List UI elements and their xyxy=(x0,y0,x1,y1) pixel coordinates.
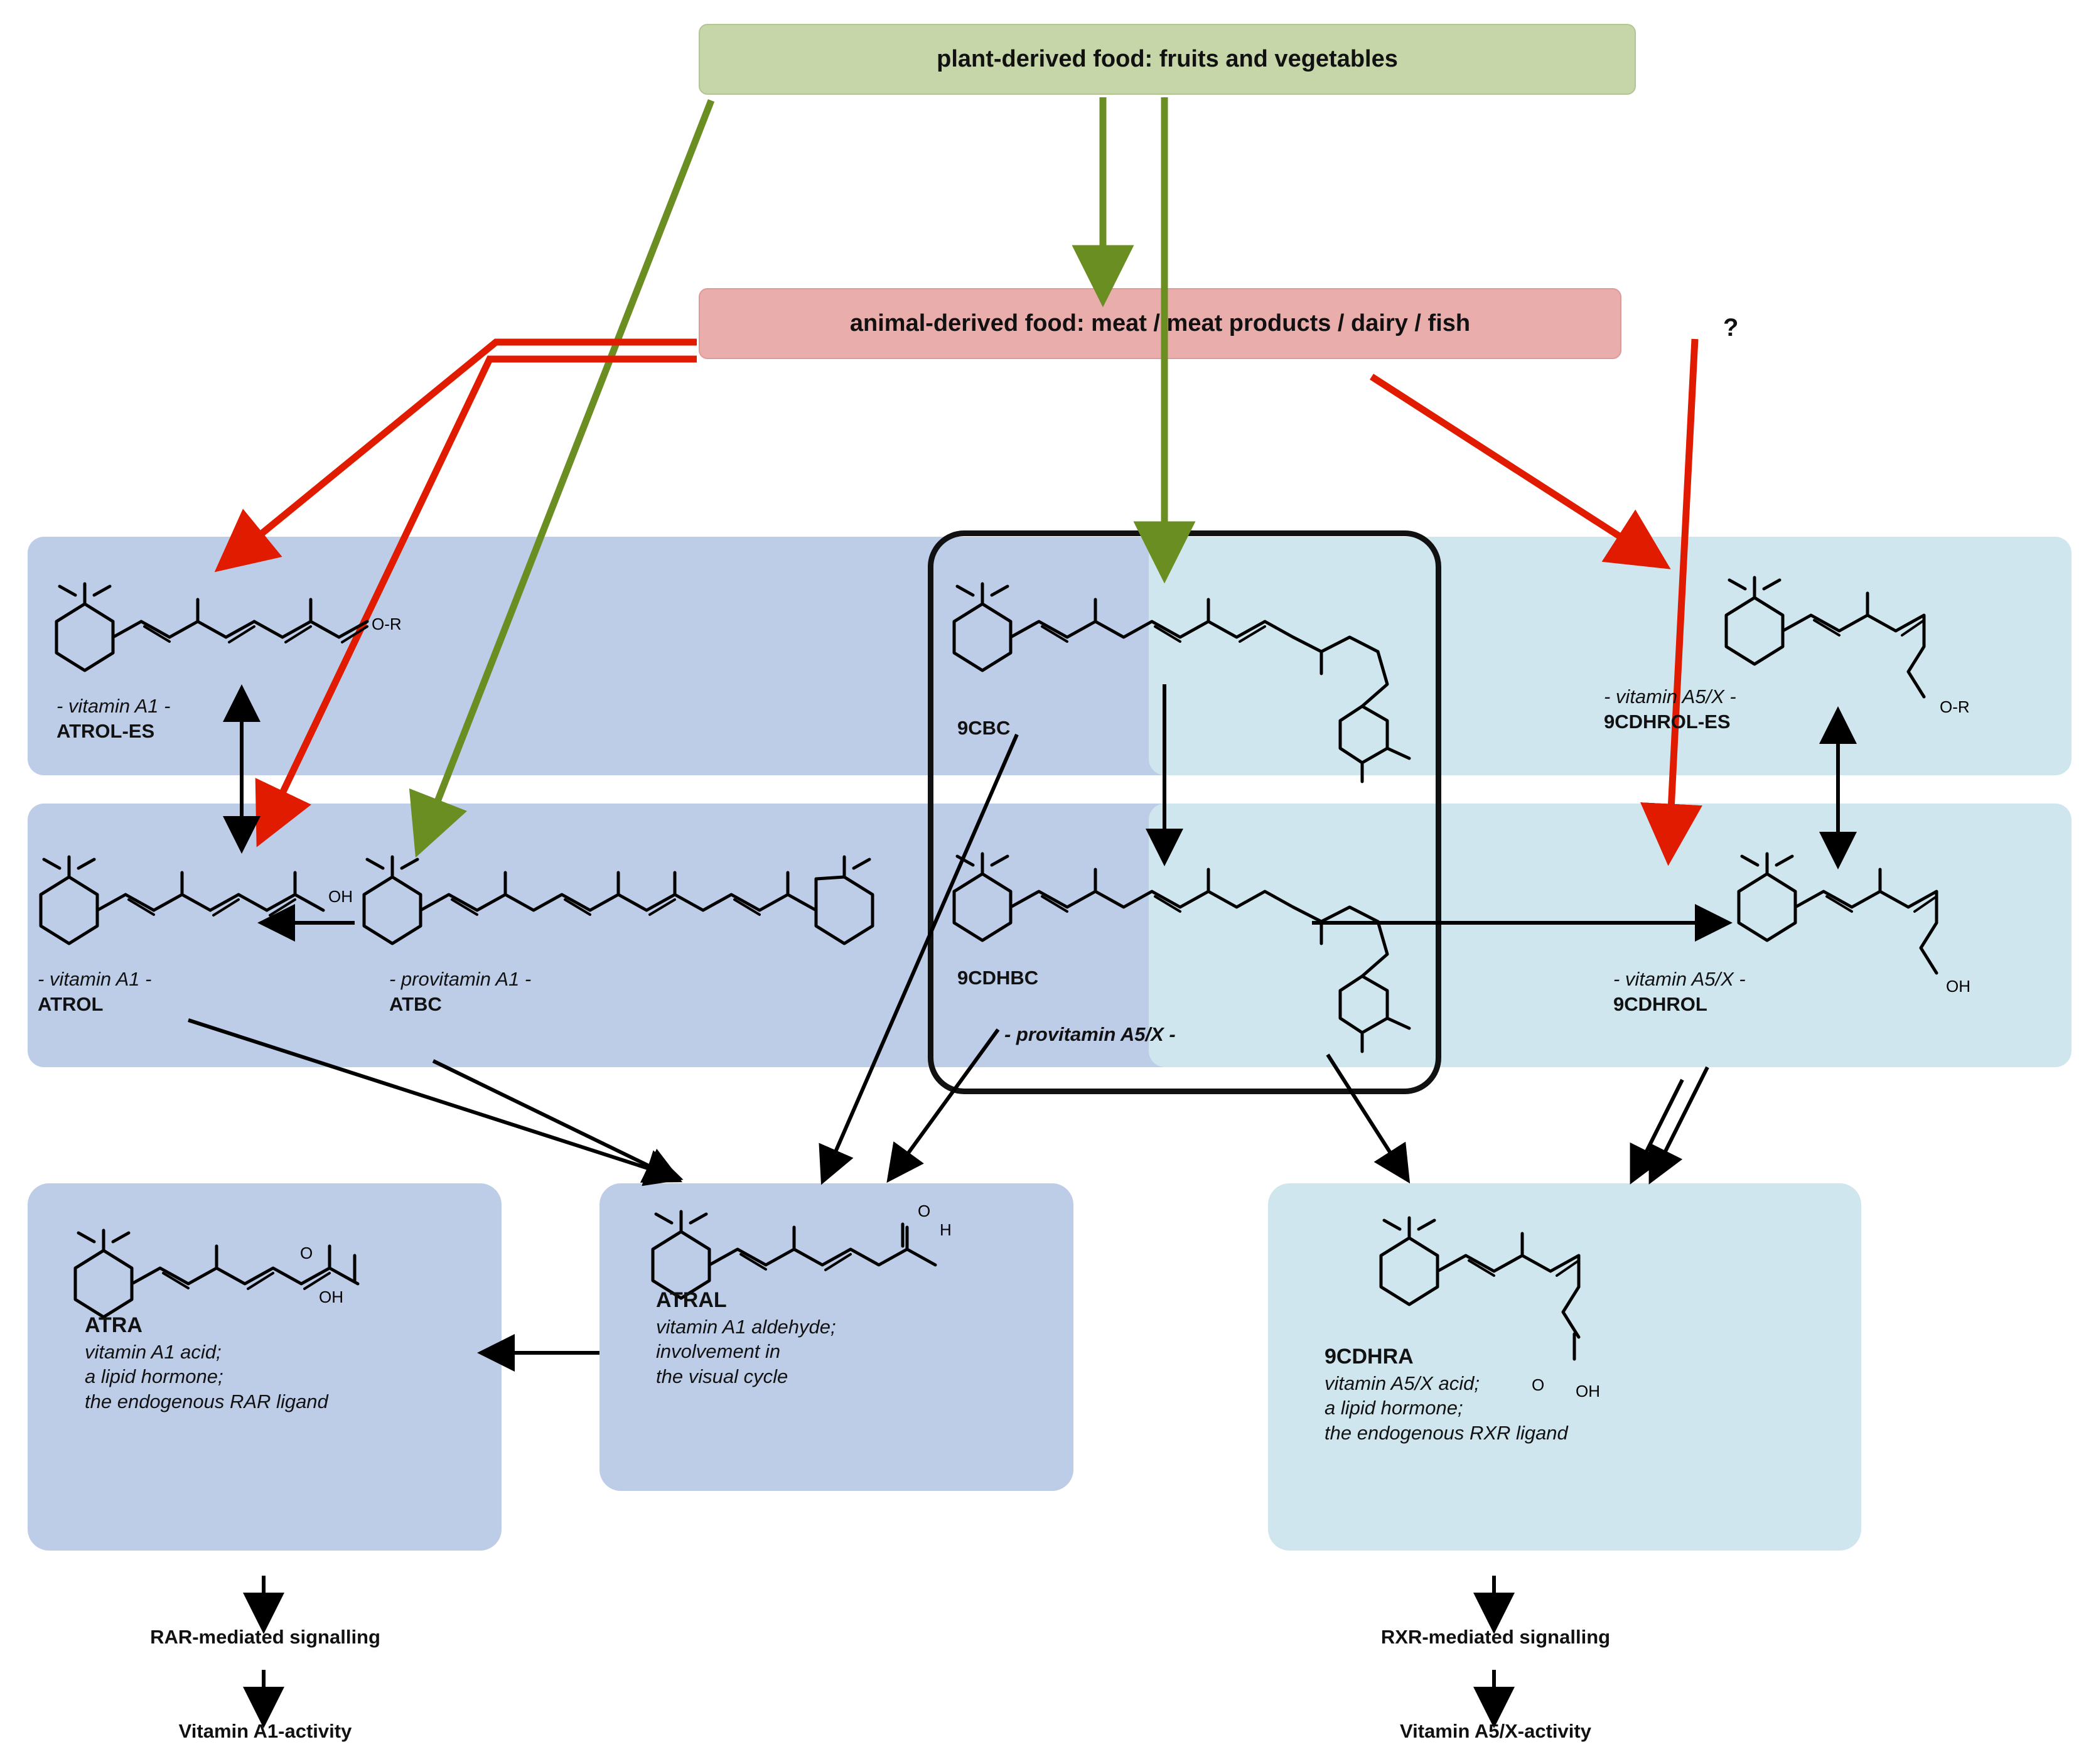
outcome-rar-signalling: RAR-mediated signalling xyxy=(150,1626,380,1648)
label-9cbc-abbr: 9CBC xyxy=(957,717,1011,739)
label-atbc xyxy=(389,967,531,1016)
card-atra-line2: a lipid hormone; xyxy=(85,1365,223,1388)
source-plant-label: plant-derived food: fruits and vegetables xyxy=(937,46,1398,72)
label-atrol-vitamin: - vitamin A1 - xyxy=(38,968,152,990)
card-9cdhra-abbr: 9CDHRA xyxy=(1325,1345,1414,1369)
label-9cdhrol-es xyxy=(1604,684,1736,734)
label-provitamin-a5x-group: - provitamin A5/X - xyxy=(1004,1023,1176,1045)
card-atra-line1: vitamin A1 acid; xyxy=(85,1340,222,1363)
provitamin-a5x-group-outline xyxy=(928,530,1441,1094)
outcome-vitamin-a5x-activity: Vitamin A5/X-activity xyxy=(1400,1720,1591,1742)
label-9cdhbc-abbr: 9CDHBC xyxy=(957,967,1039,989)
label-atrol-abbr: ATROL xyxy=(38,992,104,1015)
card-atral-line1: vitamin A1 aldehyde; xyxy=(656,1315,836,1338)
card-9cdhra-line3: the endogenous RXR ligand xyxy=(1325,1421,1568,1444)
atom-label-atral-h: H xyxy=(940,1220,952,1239)
atom-label-atra-o: O xyxy=(300,1244,313,1262)
atom-label-atra-oh: OH xyxy=(319,1288,343,1306)
card-atral-abbr: ATRAL xyxy=(656,1288,727,1312)
label-atbc-abbr: ATBC xyxy=(389,992,442,1015)
card-atral-text xyxy=(656,1287,836,1389)
label-atrol-es xyxy=(56,694,170,743)
card-9cdhra-line2: a lipid hormone; xyxy=(1325,1397,1463,1419)
label-atbc-vitamin: - provitamin A1 - xyxy=(389,968,532,990)
label-9cdhbc xyxy=(957,965,1038,991)
outcome-vitamin-a1-activity: Vitamin A1-activity xyxy=(178,1720,352,1742)
label-9cdhrol xyxy=(1613,967,1746,1016)
label-atrol xyxy=(38,967,151,1016)
outcome-rxr-signalling: RXR-mediated signalling xyxy=(1380,1626,1611,1648)
atom-label-9cdhra-oh: OH xyxy=(1576,1382,1600,1401)
card-atra-text xyxy=(85,1312,328,1414)
source-box-plant[interactable] xyxy=(699,24,1636,95)
atom-label-9cdhra-o: O xyxy=(1532,1375,1545,1394)
card-atral-line3: the visual cycle xyxy=(656,1365,788,1387)
card-atra-abbr: ATRA xyxy=(85,1313,142,1337)
card-atra-line3: the endogenous RAR ligand xyxy=(85,1390,328,1412)
unknown-source-question-mark: ? xyxy=(1723,314,1739,342)
card-9cdhra-line1: vitamin A5/X acid; xyxy=(1325,1372,1480,1394)
label-9cdhrol-es-abbr: 9CDHROL-ES xyxy=(1604,710,1731,733)
source-animal-label: animal-derived food: meat / meat products / dairy / fish xyxy=(849,310,1471,336)
atom-label-9cdhrol-es-or: O-R xyxy=(1940,697,1970,716)
source-box-animal[interactable] xyxy=(699,288,1621,359)
label-9cdhrol-es-vitamin: - vitamin A5/X - xyxy=(1604,686,1736,707)
label-9cdhrol-abbr: 9CDHROL xyxy=(1613,992,1707,1015)
card-9cdhra-text xyxy=(1325,1343,1568,1446)
label-9cdhrol-vitamin: - vitamin A5/X - xyxy=(1613,968,1746,990)
label-9cbc xyxy=(957,716,1010,741)
atom-label-atral-o: O xyxy=(918,1202,931,1220)
atom-label-9cdhrol-oh: OH xyxy=(1946,977,1970,996)
atom-label-atrol-oh: OH xyxy=(328,887,353,906)
label-atrol-es-abbr: ATROL-ES xyxy=(56,719,155,742)
card-atral-line2: involvement in xyxy=(656,1340,781,1363)
atom-label-atrol-es-or: O-R xyxy=(372,615,402,633)
label-atrol-es-vitamin: - vitamin A1 - xyxy=(56,695,171,717)
